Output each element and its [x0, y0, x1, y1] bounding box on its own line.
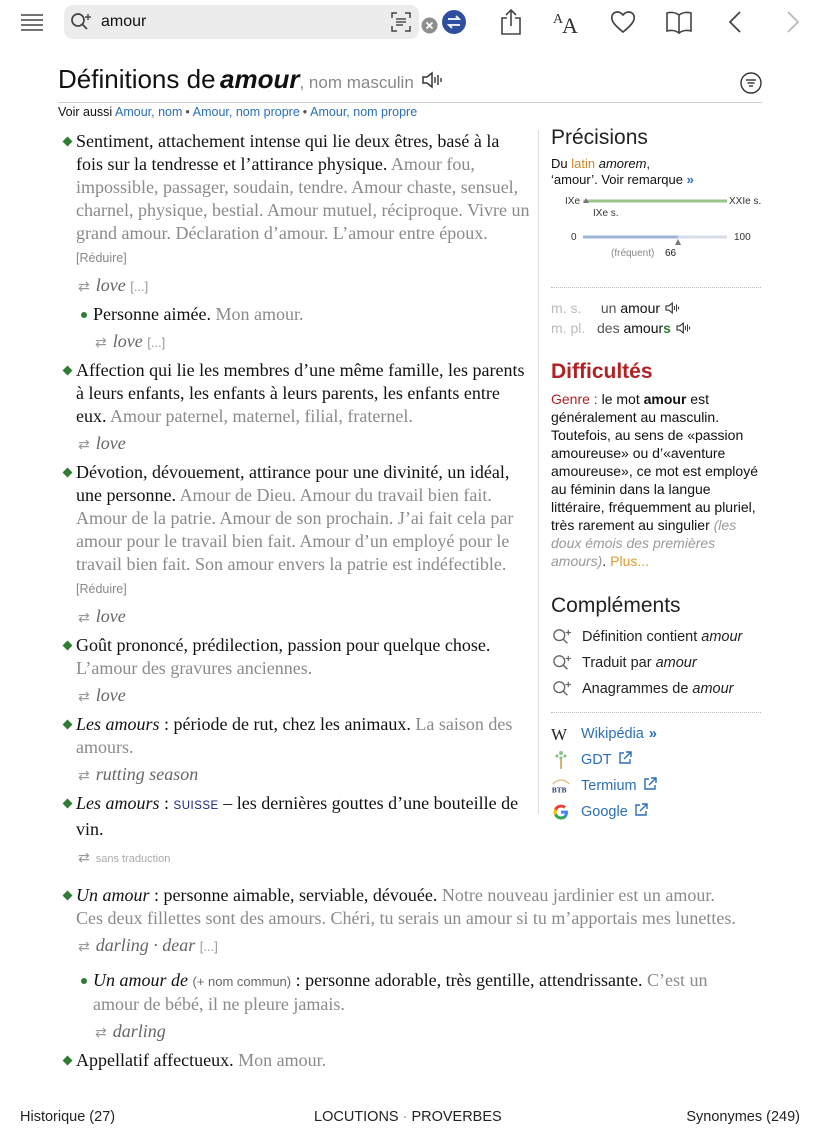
translation-text[interactable]: love [95, 433, 126, 453]
form-word: amour [623, 320, 664, 336]
translation [62, 605, 530, 630]
diamond-bullet-icon [63, 641, 73, 651]
clear-search-icon[interactable] [421, 17, 438, 34]
sub-definition [62, 969, 742, 1016]
see-also-link[interactable]: Amour, nom [115, 105, 183, 119]
diamond-bullet-icon [63, 720, 73, 730]
etym-word: amorem [598, 156, 647, 171]
google-icon [551, 803, 571, 821]
translation-arrows-icon: ⇄ [78, 939, 90, 955]
translation-text[interactable]: rutting season [95, 764, 199, 784]
favorite-heart-icon[interactable] [609, 7, 637, 37]
search-plus-icon [551, 654, 573, 672]
form-label: m. s. [551, 300, 582, 316]
freq-label: (fréquent) [611, 248, 655, 259]
complement-word: amour [701, 629, 743, 645]
translation-arrows-icon: ⇄ [78, 850, 90, 866]
difficulty-text: est généralement au masculin. Toutefois, au sens de «passion amoureuse» ou d’«aventure amoureuse», ce mot est employé au féminin dans la langue littéraire, fréquemment au pluriel, très rarement au singulier [551, 391, 758, 533]
proverbes-button[interactable]: PROVERBES [411, 1109, 502, 1125]
link-gdt[interactable] [551, 747, 763, 773]
more-link[interactable]: Plus... [610, 553, 650, 569]
definition-examples: Mon amour. [215, 304, 304, 324]
complement-word: amour [692, 681, 734, 697]
toolbar [0, 0, 820, 44]
complements-heading: Compléments [551, 594, 681, 617]
external-link-icon [643, 777, 657, 791]
freq-max: 100 [734, 232, 751, 243]
form-article: un [600, 300, 617, 316]
definition-item [62, 884, 742, 930]
translation [62, 763, 530, 788]
lexeme: Les amours [76, 793, 160, 813]
definition-text: – les dernières gouttes d’une bouteille de vin. [76, 793, 519, 839]
definition-text: Personne aimée. [93, 304, 211, 324]
wikipedia-icon [551, 726, 571, 742]
search-input[interactable] [101, 11, 381, 33]
remark-chevron-icon[interactable]: » [686, 172, 694, 187]
title-word: amour [220, 64, 300, 94]
difficulty-text: le mot [601, 391, 640, 407]
difficulty-label: Genre : [551, 391, 598, 407]
freq-marker-icon [675, 239, 681, 245]
translation [62, 432, 530, 457]
translation [62, 847, 530, 871]
translation-text[interactable]: love [112, 331, 143, 351]
reduce-link[interactable]: [Réduire] [76, 582, 127, 596]
link-label: Google [581, 804, 628, 820]
difficultes-heading: Difficultés [551, 360, 653, 383]
external-link-icon [634, 803, 648, 817]
translation-arrows-icon: ⇄ [95, 335, 107, 351]
translation-arrows-icon: ⇄ [78, 437, 90, 453]
history-button[interactable]: Historique (27) [20, 1109, 116, 1125]
translation-more[interactable]: [...] [147, 335, 166, 350]
translation-text: sans traduction [95, 853, 171, 865]
definition-item [62, 634, 530, 680]
svg-text:W: W [551, 726, 568, 742]
translation-text[interactable]: love [95, 275, 126, 295]
locutions-proverbes [314, 1109, 502, 1125]
precisions-heading: Précisions [551, 126, 648, 149]
definition-item [62, 713, 530, 759]
region-label: SUISSE [173, 800, 219, 812]
complement-text: Définition contient [582, 629, 698, 645]
sub-definition [62, 303, 530, 326]
bottom-bar [0, 1106, 820, 1130]
definition-examples: Amour fou, impossible, passager, soudain, tendre. Amour chaste, sensuel, charnel, physique, bestial. Amour mutuel, réciproque. Vivre un grand amour. Déclaration d’amour. L’amour entre époux. [76, 154, 530, 243]
definition-item [62, 461, 530, 601]
definitions-list-continued [62, 884, 742, 1076]
speaker-icon[interactable] [421, 70, 445, 90]
translation [62, 934, 742, 959]
definition-text: Appellatif affectueux. [76, 1050, 234, 1070]
definition-text: Affection qui lie les membres d’une même famille, les parents à leurs enfants, les enfants à leurs parents, les enfants entre eux. [76, 360, 525, 426]
translation-arrows-icon: ⇄ [78, 768, 90, 784]
history-gauges [551, 194, 763, 270]
form-label: m. pl. [551, 320, 586, 336]
definition-examples: L’amour des gravures anciennes. [76, 658, 313, 678]
see-also-label: Voir aussi [58, 105, 113, 119]
speaker-icon[interactable] [664, 301, 682, 315]
reduce-link[interactable]: [Réduire] [76, 251, 127, 265]
definition-text: Dévotion, dévouement, attirance pour une divinité, un idéal, une personne. [76, 462, 510, 505]
freq-min: 0 [571, 232, 577, 243]
link-termium[interactable] [551, 773, 763, 799]
translation [62, 274, 530, 299]
difficulty-example: (les doux émois des premières amours) [551, 517, 737, 569]
definition-examples: La saison des amours. [76, 714, 513, 757]
definition-examples: C’est un amour de bébé, il ne pleure jamais. [93, 970, 708, 1014]
form-row [551, 318, 763, 338]
definition-item [62, 1049, 742, 1072]
diamond-bullet-icon [63, 137, 73, 147]
etym-language[interactable]: latin [571, 156, 596, 171]
complement-text: Traduit par [582, 655, 652, 671]
synonyms-button[interactable]: Synonymes (249) [686, 1109, 800, 1125]
definition-examples: Amour paternel, maternel, filial, fraternel. [110, 406, 413, 426]
diamond-bullet-icon [63, 799, 73, 809]
svg-text:A: A [562, 13, 578, 35]
difficultes-text: Genre : le mot amour est généralement au masculin. Toutefois, au sens de «passion amoureuse» ou d’«aventure amoureuse», ce mot est employé au féminin dans la langue littéraire, fréquemment au pluriel, très rarement au singulier (les doux émois des premières amours). Plus... [551, 391, 758, 569]
definition-examples: Amour de Dieu. Amour du travail bien fait. Amour de la patrie. Amour de son prochain. J’ai fait cela par amour pour le travail bien fait. Amour d’un employé pour le travail bien fait. Son amour envers la patrie est indéfectible. [76, 485, 514, 574]
form-row [551, 298, 763, 318]
external-link-icon [618, 751, 632, 765]
translation-arrows-icon: ⇄ [95, 1025, 107, 1041]
definition-item [62, 359, 530, 428]
complement-item[interactable] [551, 650, 763, 676]
translation [62, 1020, 742, 1045]
definitions-list [62, 130, 530, 875]
etymology: Du latin amorem, ‘amour’. Voir remarque » [551, 156, 694, 187]
scan-text-icon[interactable] [391, 12, 411, 32]
external-links [551, 721, 763, 825]
definition-examples: Mon amour. [238, 1050, 327, 1070]
link-wikipedia[interactable] [551, 721, 763, 747]
translation [62, 684, 530, 709]
translation-more[interactable]: [...] [130, 279, 149, 294]
dot-bullet-icon [81, 978, 87, 984]
definition-colon: : [159, 793, 174, 813]
title-divider [58, 102, 762, 103]
complement-word: amour [655, 655, 697, 671]
translation-arrows-icon: ⇄ [78, 689, 90, 705]
definition-text: : période de rut, chez les animaux. [159, 714, 411, 734]
search-plus-icon [70, 12, 92, 32]
form-word: amour [620, 300, 661, 316]
century-marker-label: IXe s. [593, 208, 619, 219]
definition-item [62, 792, 530, 841]
etym-text: Du [551, 156, 568, 171]
form-article: des [597, 320, 620, 336]
complement-item[interactable] [551, 624, 763, 650]
side-panel-divider [538, 130, 539, 814]
back-chevron-icon[interactable] [724, 7, 746, 37]
translation-more[interactable]: [...] [199, 939, 218, 954]
gdt-icon [551, 750, 571, 770]
definition-text: : personne aimable, serviable, dévouée. [149, 885, 438, 905]
complement-text: Anagrammes de [582, 681, 689, 697]
link-label: GDT [581, 752, 612, 768]
lexeme: Un amour [76, 885, 150, 905]
lexeme: Les amours [76, 714, 160, 734]
locutions-button[interactable]: LOCUTIONS [314, 1109, 399, 1125]
search-plus-icon [551, 628, 573, 646]
see-also-link[interactable]: Amour, nom propre [192, 105, 300, 119]
difficulty-word: amour [643, 391, 687, 407]
lexeme: Un amour de [93, 970, 188, 990]
translation-arrows-icon: ⇄ [78, 610, 90, 626]
title-prefix: Définitions de [58, 64, 216, 94]
translation [62, 330, 530, 355]
link-label: Termium [581, 778, 637, 794]
dictionary-book-icon[interactable] [664, 7, 694, 37]
dotted-divider [551, 712, 761, 713]
btb-icon [551, 778, 571, 794]
dotted-divider [551, 287, 761, 288]
share-icon[interactable] [498, 7, 524, 37]
translation-text[interactable]: love [95, 606, 126, 626]
diamond-bullet-icon [63, 891, 73, 901]
dot-bullet-icon [81, 312, 87, 318]
inflections [551, 298, 763, 338]
definition-text: Goût prononcé, prédilection, passion pour quelque chose. [76, 635, 491, 655]
grammar-note: (+ nom commun) [192, 974, 292, 989]
link-google[interactable] [551, 799, 763, 825]
menu-icon[interactable] [18, 7, 46, 37]
complement-item[interactable] [551, 676, 763, 702]
language-switch-icon[interactable] [440, 7, 468, 37]
definition-examples: Notre nouveau jardinier est un amour. Ces deux fillettes sont des amours. Chéri, tu serais un amour si tu m’apportais mes lunettes. [76, 885, 736, 928]
title-subtitle: , nom masculin [299, 73, 414, 92]
translation-text[interactable]: darling [112, 1021, 166, 1041]
diamond-bullet-icon [63, 1056, 73, 1066]
diamond-bullet-icon [63, 366, 73, 376]
diamond-bullet-icon [63, 468, 73, 478]
translation-text[interactable]: darling · dear [95, 935, 196, 955]
definition-item [62, 130, 530, 270]
svg-text:A: A [553, 12, 564, 27]
translation-arrows-icon: ⇄ [78, 279, 90, 295]
link-label: Wikipédia [581, 726, 644, 742]
etym-text: ‘amour’. Voir remarque [551, 172, 683, 187]
freq-value: 66 [665, 248, 677, 259]
chevron-right-icon: » [648, 726, 657, 742]
century-start: IXe [565, 196, 581, 207]
see-also-link[interactable]: Amour, nom propre [310, 105, 418, 119]
separator: · [402, 1109, 408, 1125]
filter-menu-icon[interactable] [740, 72, 762, 94]
definition-text: : personne adorable, très gentille, attendrissante. [291, 970, 643, 990]
translation-text[interactable]: love [95, 685, 126, 705]
complements-list [551, 624, 763, 702]
century-end: XXIe s. [729, 196, 762, 207]
search-box[interactable] [64, 5, 419, 39]
forward-chevron-icon[interactable] [782, 7, 804, 37]
plural-suffix: s [663, 320, 671, 336]
see-also: Voir aussi Amour, nom • Amour, nom propre • Amour, nom propre [58, 105, 418, 119]
definition-text: Sentiment, attachement intense qui lie deux êtres, basé à la fois sur la tendresse et l’attirance physique. [76, 131, 500, 174]
side-panel [551, 126, 763, 825]
font-size-icon[interactable] [552, 7, 582, 37]
speaker-icon[interactable] [675, 321, 693, 335]
search-plus-icon [551, 680, 573, 698]
page-title [58, 64, 445, 100]
svg-text:BTB: BTB [551, 786, 567, 794]
